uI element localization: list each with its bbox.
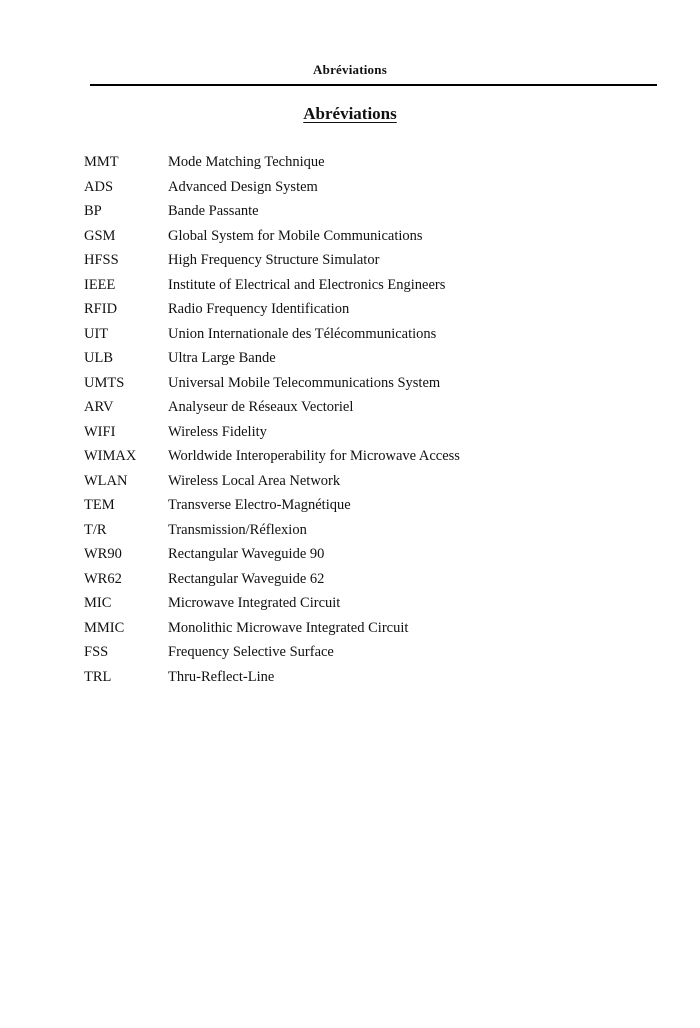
abbreviation-row <box>84 542 660 567</box>
abbreviation-definition: High Frequency Structure Simulator <box>168 252 380 268</box>
abbreviation-term: T/R <box>84 521 107 538</box>
abbreviation-definition: Worldwide Interoperability for Microwave Access <box>168 448 460 464</box>
abbreviation-row <box>84 175 660 200</box>
abbreviation-term: MMIC <box>84 619 125 636</box>
abbreviation-row <box>84 640 660 665</box>
abbreviation-definition: Universal Mobile Telecommunications System <box>168 374 441 391</box>
abbreviation-definition: Radio Frequency Identification <box>168 301 350 317</box>
running-header-title: Abréviations <box>313 62 387 77</box>
abbreviation-row <box>84 273 660 298</box>
abbreviation-term: TEM <box>84 497 115 513</box>
abbreviation-definition: Analyseur de Réseaux Vectoriel <box>168 399 354 415</box>
abbreviation-row <box>84 444 660 469</box>
abbreviation-definition: Frequency Selective Surface <box>168 644 334 660</box>
abbreviation-definition: Rectangular Waveguide 62 <box>168 570 325 587</box>
abbreviation-row <box>84 346 660 371</box>
abbreviation-row <box>84 322 660 347</box>
abbreviation-definition: Transmission/Réflexion <box>168 521 307 538</box>
abbreviation-definition: Mode Matching Technique <box>168 154 325 170</box>
abbreviation-term: TRL <box>84 668 112 685</box>
abbreviation-row <box>84 150 660 175</box>
abbreviation-definition: Microwave Integrated Circuit <box>168 595 341 611</box>
abbreviation-term: UIT <box>84 325 109 342</box>
abbreviation-row <box>84 224 660 249</box>
abbreviation-definition: Global System for Mobile Communications <box>168 227 423 244</box>
abbreviation-definition: Ultra Large Bande <box>168 350 276 366</box>
abbreviation-term: ADS <box>84 178 114 195</box>
abbreviation-row <box>84 420 660 445</box>
abbreviation-definition: Union Internationale des Télécommunications <box>168 325 437 342</box>
abbreviation-term: GSM <box>84 227 116 244</box>
abbreviation-row <box>84 469 660 494</box>
abbreviation-term: WIFI <box>84 423 116 440</box>
abbreviation-row <box>84 199 660 224</box>
page-title: Abréviations <box>303 104 397 123</box>
abbreviation-row <box>84 567 660 592</box>
abbreviation-row <box>84 493 660 518</box>
abbreviation-term: HFSS <box>84 252 119 268</box>
abbreviation-row <box>84 371 660 396</box>
abbreviation-term: WR90 <box>84 546 122 562</box>
abbreviation-definition: Institute of Electrical and Electronics Engineers <box>168 276 446 293</box>
abbreviation-definition: Transverse Electro-Magnétique <box>168 497 351 513</box>
abbreviation-term: WR62 <box>84 570 122 587</box>
abbreviation-term: WLAN <box>84 472 128 489</box>
abbreviation-definition: Advanced Design System <box>168 178 318 195</box>
abbreviation-row <box>84 395 660 420</box>
abbreviation-definition: Thru-Reflect-Line <box>168 668 275 685</box>
abbreviation-term: UMTS <box>84 374 125 391</box>
abbreviation-row <box>84 297 660 322</box>
abbreviation-row <box>84 248 660 273</box>
abbreviation-row <box>84 616 660 641</box>
abbreviation-definition: Bande Passante <box>168 203 259 219</box>
header-rule <box>90 84 657 86</box>
abbreviation-term: BP <box>84 203 102 219</box>
abbreviation-definition: Wireless Fidelity <box>168 423 267 440</box>
abbreviation-term: ARV <box>84 399 114 415</box>
abbreviation-row <box>84 518 660 543</box>
abbreviation-term: MIC <box>84 595 112 611</box>
abbreviation-term: MMT <box>84 154 119 170</box>
abbreviation-definition: Rectangular Waveguide 90 <box>168 546 325 562</box>
abbreviation-term: IEEE <box>84 276 116 293</box>
abbreviation-term: WIMAX <box>84 448 137 464</box>
abbreviation-definition: Monolithic Microwave Integrated Circuit <box>168 619 409 636</box>
abbreviation-term: ULB <box>84 350 113 366</box>
abbreviation-definition: Wireless Local Area Network <box>168 472 341 489</box>
abbreviation-term: FSS <box>84 644 109 660</box>
abbreviation-term: RFID <box>84 301 118 317</box>
abbreviation-row <box>84 591 660 616</box>
abbreviation-list <box>84 150 660 689</box>
abbreviation-row <box>84 665 660 690</box>
